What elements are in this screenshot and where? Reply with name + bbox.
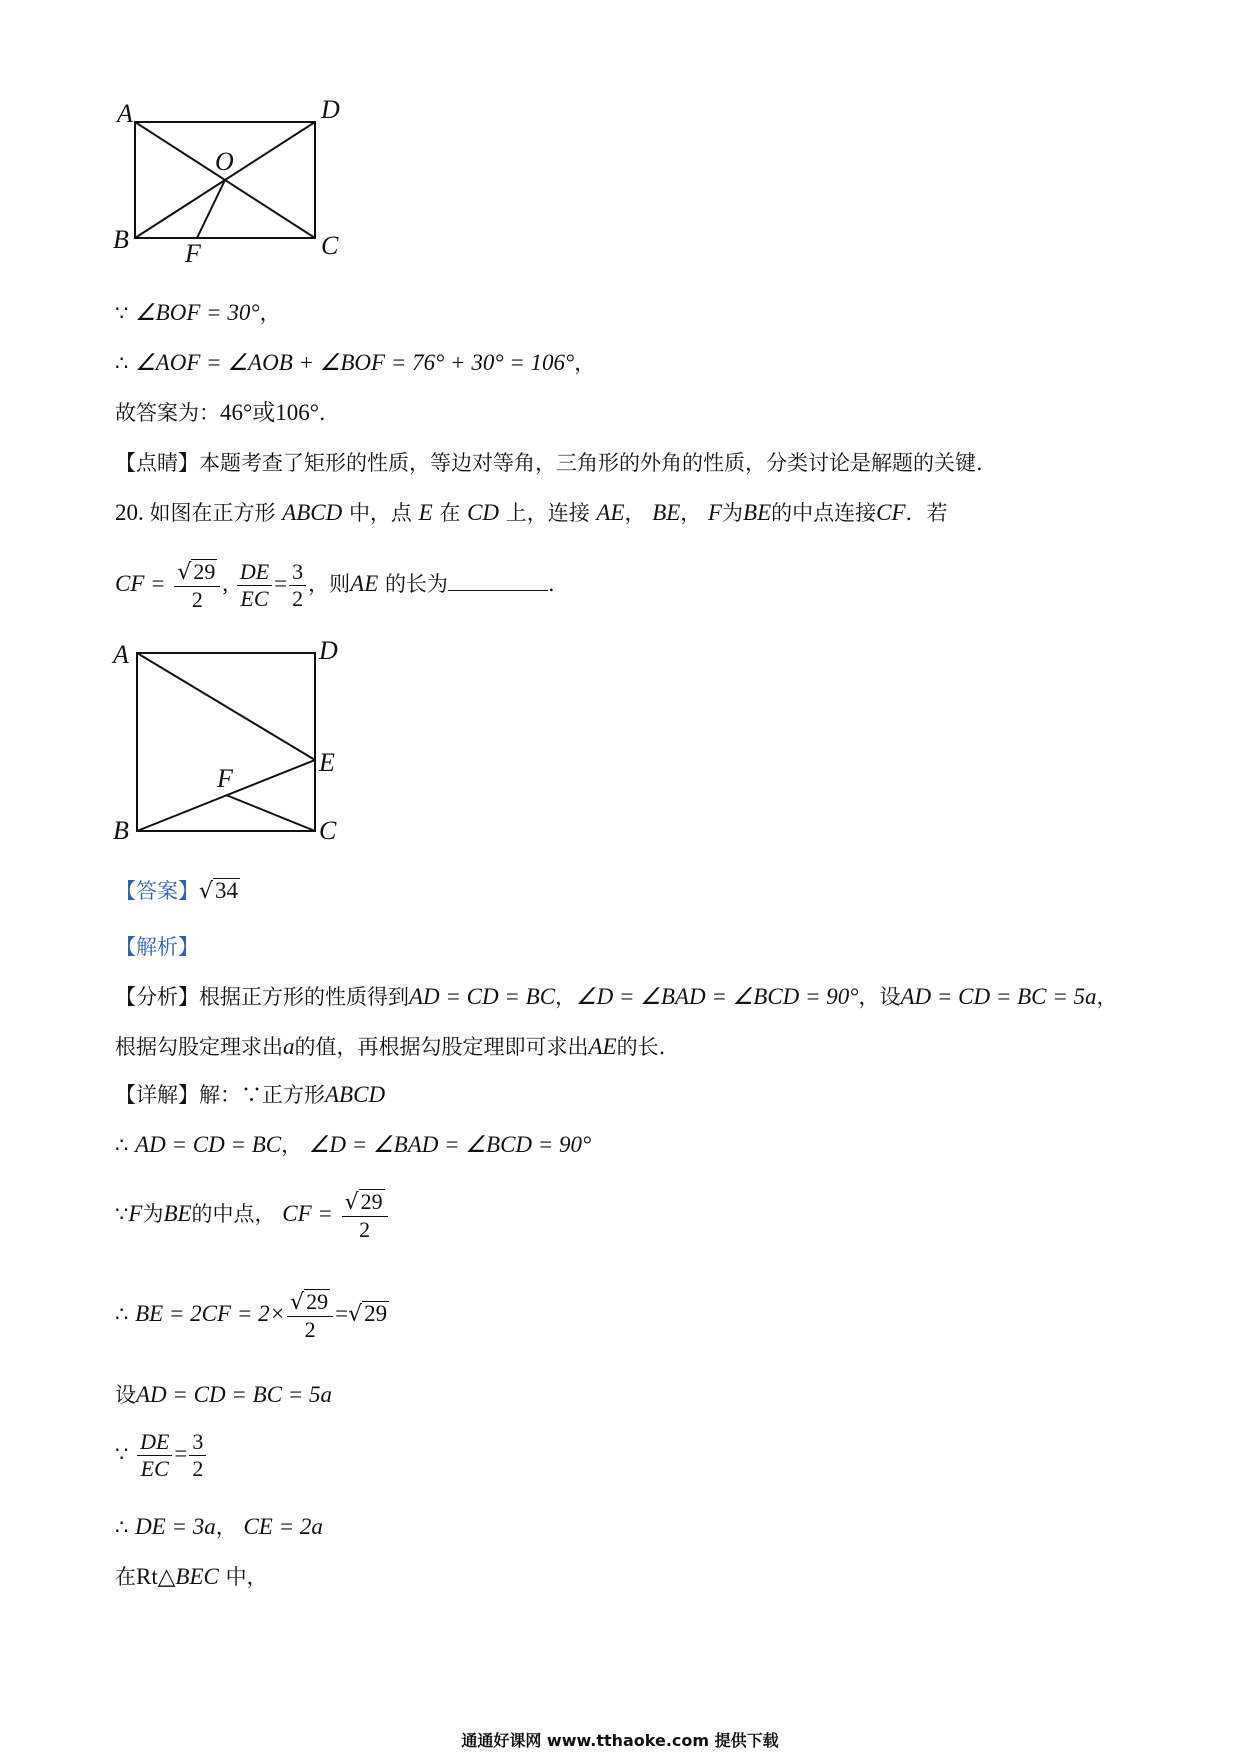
label-f: F [185, 239, 201, 268]
detail-text: ， [281, 1133, 303, 1157]
detail-text: = [174, 1441, 188, 1466]
comment-text: 本题考查了矩形的性质，等边对等角，三角形的外角的性质，分类讨论是解题的关键. [199, 451, 983, 475]
answer-tag: 【答案】 [115, 879, 199, 903]
punct: ， [574, 351, 596, 375]
analysis-line [115, 932, 199, 962]
fenxi-text: ，设 [858, 985, 901, 1009]
frac-den: 2 [304, 1316, 316, 1342]
line-therefore-aof [115, 348, 595, 378]
frac-den: 2 [191, 586, 203, 612]
detail-text: 解：∵正方形 [199, 1083, 325, 1107]
frac-num [174, 559, 220, 587]
frac-den: EC [140, 1456, 169, 1481]
q-text: 的中点连接 [771, 501, 877, 525]
punct: ， [259, 301, 281, 325]
detail-text: 为 [142, 1202, 164, 1226]
detail-math: CE = 2a [243, 1514, 323, 1539]
frac-num: 3 [289, 559, 306, 586]
line-because-bof [115, 298, 281, 328]
q-text: ， [624, 501, 646, 525]
sqrt-sign: √ [199, 879, 214, 904]
expr-bof: ∠BOF = 30° [135, 300, 260, 325]
fenxi-tag: 【分析】 [115, 985, 199, 1009]
frac-den: EC [240, 586, 269, 611]
fenxi-math: AD = CD = BC [409, 984, 556, 1009]
label-d: D [321, 95, 340, 124]
frac-den: 2 [292, 586, 304, 611]
q-math: E [418, 500, 433, 525]
detail-text: 设 [115, 1383, 136, 1407]
frac-num: DE [137, 1429, 172, 1456]
sqrt-sign: √ [290, 1289, 305, 1315]
fenxi-text: ， [1096, 985, 1118, 1009]
detail-math: F [128, 1201, 143, 1226]
detail-line2 [115, 1130, 591, 1160]
q-math: CF = [115, 571, 166, 596]
because-symbol: ∵ [115, 1442, 129, 1466]
sqrt-sign: √ [177, 559, 192, 585]
because-symbol: ∵ [115, 301, 129, 325]
q-text: 上，连接 [505, 501, 590, 525]
detail-text: 中， [225, 1565, 268, 1589]
frac-num: 3 [189, 1429, 206, 1456]
frac-den: 2 [359, 1216, 371, 1242]
therefore-symbol: ∴ [115, 1133, 129, 1157]
label-a: A [113, 640, 129, 669]
detail-text: 在 [115, 1565, 136, 1589]
frac-num [342, 1189, 388, 1217]
fraction-3-2 [189, 1429, 206, 1482]
therefore-symbol: ∴ [115, 351, 129, 375]
page-footer: 通通好课网 www.tthaoke.com 提供下载 [461, 1731, 779, 1750]
detail-line7 [115, 1512, 323, 1542]
fenxi-math: AE [588, 1034, 617, 1059]
label-b: B [113, 816, 129, 845]
detail-math: DE = 3a [135, 1514, 216, 1539]
detail-math: CF = [282, 1201, 333, 1226]
detail-text: 的中点， [191, 1202, 276, 1226]
segment-ae [137, 653, 315, 760]
fraction-cf [174, 559, 220, 613]
answer-value: 34 [215, 878, 239, 903]
label-b: B [113, 225, 129, 254]
q-text: ，则 [308, 572, 351, 596]
square-abcd [137, 653, 315, 831]
question-20-line1 [115, 498, 948, 528]
sqrt-sign: √ [348, 1302, 363, 1327]
detail-line5 [115, 1380, 332, 1410]
detail-math: BE = 2CF = 2× [135, 1301, 286, 1326]
therefore-symbol: ∴ [115, 1515, 129, 1539]
label-d: D [319, 636, 338, 665]
detail-text: ， [215, 1515, 237, 1539]
line-answer-19 [115, 398, 326, 428]
figure-square [105, 635, 365, 850]
label-e: E [319, 748, 335, 777]
detail-math: Rt△ [136, 1564, 176, 1589]
figure-rectangle [105, 88, 385, 278]
fenxi-math: AD = CD = BC = 5a [900, 984, 1097, 1009]
q-math: BE [652, 500, 681, 525]
question-20-line2 [115, 552, 555, 616]
q-math: AE [350, 571, 379, 596]
detail-math: BEC [175, 1564, 219, 1589]
q-text: ， [680, 501, 702, 525]
detail-text: = [335, 1301, 349, 1326]
q-text: , [222, 571, 229, 596]
fenxi-line1 [115, 982, 1118, 1012]
fraction-de-ec [237, 559, 272, 612]
expr-aof: ∠AOF = ∠AOB + ∠BOF = 76° + 30° = 106° [135, 350, 575, 375]
radicand: 29 [360, 1188, 383, 1214]
q-text: ．若 [905, 501, 948, 525]
q-math: ABCD [282, 500, 343, 525]
detail-line8 [115, 1562, 268, 1592]
q-math: AE [596, 500, 625, 525]
detail-line6 [115, 1422, 208, 1486]
fraction-de-ec-detail [137, 1429, 172, 1482]
radicand: 29 [306, 1288, 329, 1314]
detail-math: BE [163, 1201, 192, 1226]
q-text: = [274, 571, 288, 596]
fenxi-text: 根据正方形的性质得到 [199, 985, 409, 1009]
fenxi-text: 的值，再根据勾股定理即可求出 [294, 1035, 589, 1059]
because-symbol: ∵ [115, 1202, 129, 1226]
q-math: BE [743, 500, 772, 525]
q-text: 的长为 [384, 572, 448, 596]
line-comment [115, 448, 983, 478]
answer-prefix: 故答案为： [115, 401, 220, 425]
detail-line3 [115, 1182, 390, 1246]
detail-math: ∠D = ∠BAD = ∠BCD = 90° [308, 1132, 592, 1157]
question-number: 20. [115, 500, 150, 525]
q-math: CD [467, 500, 500, 525]
radicand: 29 [364, 1301, 388, 1326]
detail-math: AD = CD = BC [135, 1132, 282, 1157]
q-text: 在 [439, 501, 461, 525]
fraction-ratio [289, 559, 306, 612]
answer-line [115, 876, 240, 907]
fenxi-math: a [283, 1034, 295, 1059]
q-text: 为 [722, 501, 744, 525]
sqrt-sign: √ [344, 1189, 359, 1215]
detail-line1 [115, 1080, 385, 1110]
detail-math: AD = CD = BC = 5a [136, 1382, 333, 1407]
answer-blank [448, 570, 548, 591]
segment-cf [226, 795, 315, 831]
q-math: CF [876, 500, 906, 525]
therefore-symbol: ∴ [115, 1302, 129, 1326]
label-o: O [215, 147, 234, 176]
fenxi-text: 的长. [616, 1035, 666, 1059]
fenxi-line2 [115, 1032, 665, 1062]
frac-den: 2 [192, 1456, 204, 1481]
label-c: C [319, 816, 337, 845]
answer-value: 46°或106° [220, 400, 319, 425]
fenxi-text: ， [555, 985, 577, 1009]
punct: . [318, 401, 326, 425]
fenxi-math: ∠D = ∠BAD = ∠BCD = 90° [576, 984, 859, 1009]
detail-line4 [115, 1282, 389, 1347]
label-a: A [117, 99, 133, 128]
detail-math: ABCD [325, 1082, 386, 1107]
fenxi-text: 根据勾股定理求出 [115, 1035, 283, 1059]
q-math: F [707, 500, 723, 525]
q-text: . [547, 572, 555, 596]
fraction-cf-detail [342, 1189, 388, 1243]
label-c: C [321, 231, 339, 260]
fraction-be [287, 1289, 333, 1343]
label-f: F [217, 764, 233, 793]
q-text: 中，点 [348, 501, 412, 525]
q-text: 如图在正方形 [149, 501, 276, 525]
detail-tag: 【详解】 [115, 1083, 199, 1107]
frac-num: DE [237, 559, 272, 586]
comment-tag: 【点睛】 [115, 451, 199, 475]
frac-num [287, 1289, 333, 1317]
radicand: 29 [193, 558, 216, 584]
analysis-tag: 【解析】 [115, 935, 199, 959]
